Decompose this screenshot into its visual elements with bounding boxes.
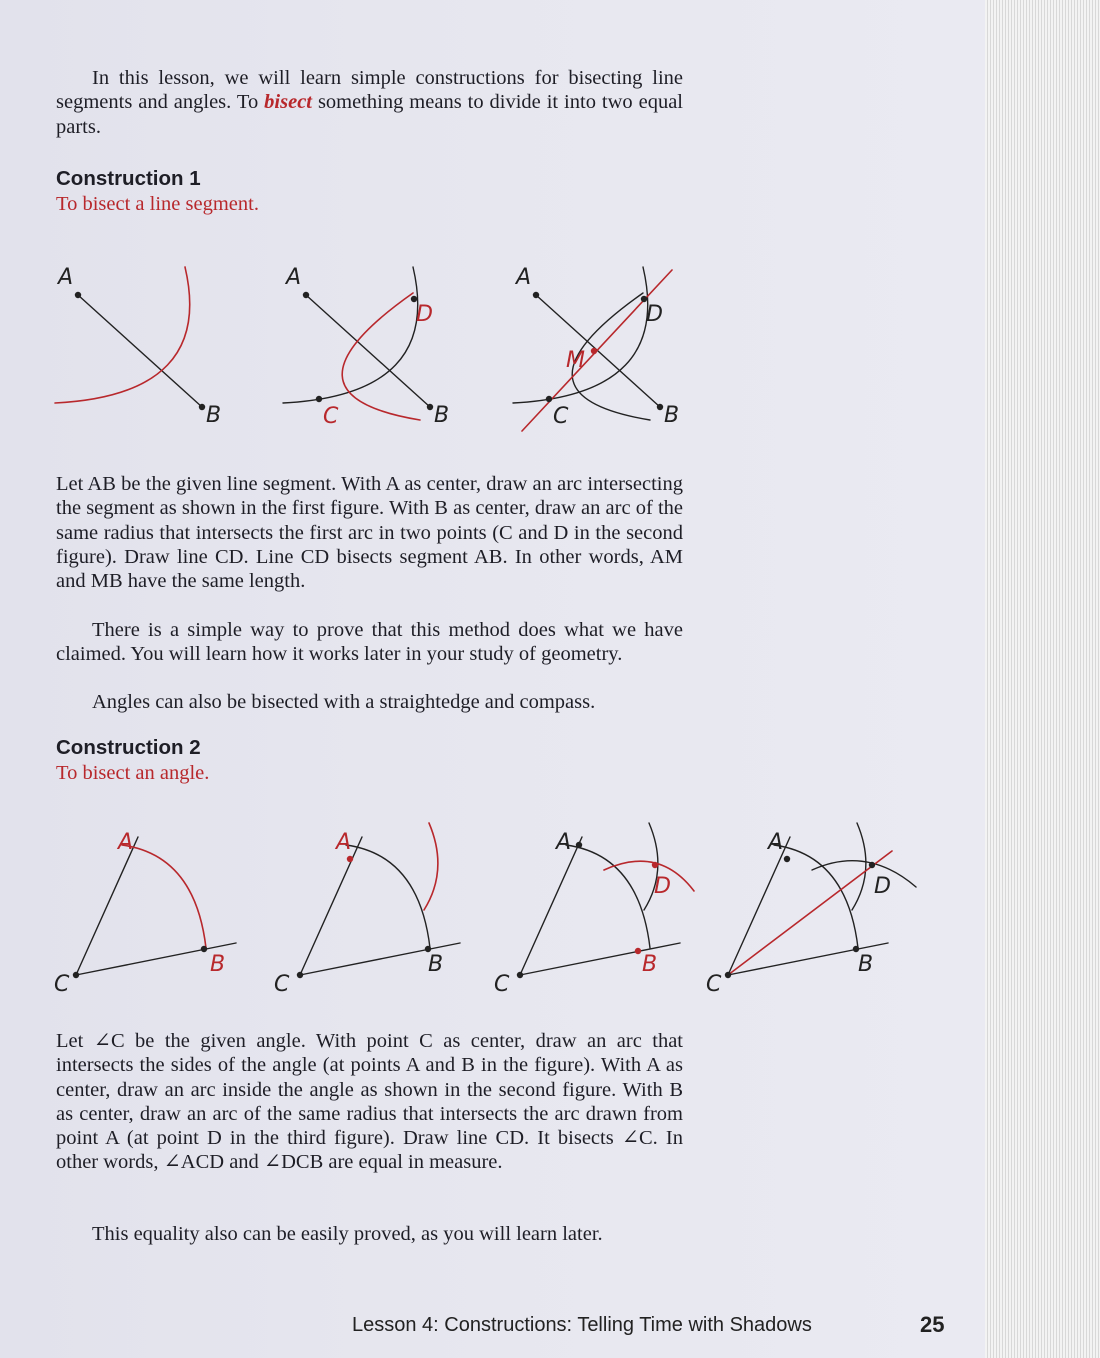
svg-text:A: A <box>768 830 784 855</box>
construction-1-figures <box>40 255 700 445</box>
svg-text:B: B <box>642 952 658 977</box>
construction-1-subtitle: To bisect a line segment. <box>56 193 259 215</box>
svg-text:B: B <box>434 403 450 428</box>
figure-1-1 <box>55 265 221 428</box>
footer-lesson-title: Lesson 4: Constructions: Telling Time with Shadows <box>352 1314 812 1336</box>
point-label-b: B <box>206 403 222 428</box>
svg-text:A: A <box>286 265 302 290</box>
svg-text:A: A <box>336 830 352 855</box>
construction-1-heading: Construction 1 <box>56 167 201 190</box>
page-number: 25 <box>920 1312 945 1337</box>
svg-text:A: A <box>516 265 532 290</box>
svg-text:D: D <box>874 874 891 899</box>
svg-text:C: C <box>553 404 569 429</box>
bisect-term: bisect <box>264 91 312 114</box>
construction-2-paragraph: Let ∠C be the given angle. With point C as center, draw an arc that intersects the sides of the angle (at points A and B in the figure). With A as center, draw an arc inside the angle as shown in the second figure. With B as center, draw an arc of the same radius that intersects the arc drawn from point A (at point D in the third figure). Draw line CD. It bisects ∠C. In other words, ∠ACD and ∠DCB are equal in measure. <box>56 1030 683 1174</box>
svg-text:D: D <box>416 302 433 327</box>
construction-2-figures <box>50 815 930 1000</box>
svg-text:C: C <box>274 972 290 997</box>
svg-text:C: C <box>54 972 70 997</box>
svg-text:B: B <box>858 952 874 977</box>
figure-2-4 <box>706 823 916 997</box>
svg-text:C: C <box>323 404 339 429</box>
figure-1-2 <box>283 265 449 429</box>
svg-text:B: B <box>664 403 680 428</box>
svg-text:D: D <box>654 874 671 899</box>
page-edge <box>985 0 1100 1358</box>
construction-1-paragraph: Let AB be the given line segment. With A as center, draw an arc intersecting the segment as shown in the first figure. With B as center, draw an arc of the same radius that intersects the first arc in two points (C and D in the second figure). Draw line CD. Line CD bisects segment AB. In other words, AM and MB have the same length. <box>56 473 683 593</box>
figure-2-2 <box>274 823 460 997</box>
angles-paragraph: Angles can also be bisected with a straightedge and compass. <box>92 691 596 713</box>
svg-text:A: A <box>556 830 572 855</box>
point-label-m: M <box>566 348 585 373</box>
svg-text:D: D <box>646 302 663 327</box>
construction-2-subtitle: To bisect an angle. <box>56 762 210 784</box>
construction-2-heading: Construction 2 <box>56 736 201 759</box>
svg-text:B: B <box>428 952 444 977</box>
figure-1-3 <box>513 265 679 431</box>
figure-2-1 <box>54 830 236 997</box>
svg-text:C: C <box>494 972 510 997</box>
svg-text:A: A <box>118 830 134 855</box>
intro-paragraph: In this lesson, we will learn simple constructions for bisecting line segments and angles. To bisect something means to divide it into two equal parts. <box>56 67 683 138</box>
closing-paragraph: This equality also can be easily proved, as you will learn later. <box>92 1223 603 1245</box>
proof-paragraph: There is a simple way to prove that this method does what we have claimed. You will learn how it works later in your study of geometry. <box>56 619 683 666</box>
point-label-a: A <box>58 265 74 290</box>
svg-text:C: C <box>706 972 722 997</box>
figure-2-3 <box>494 823 694 997</box>
svg-text:B: B <box>210 952 226 977</box>
